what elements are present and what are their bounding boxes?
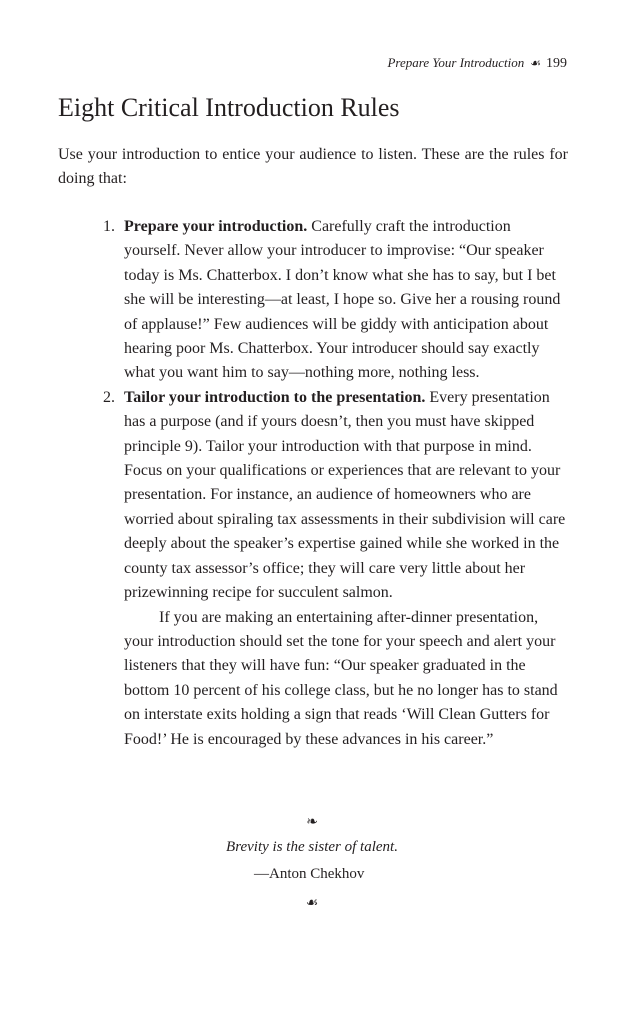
rule-lead: Prepare your introduction. xyxy=(124,218,308,235)
fleuron-icon: ❧ xyxy=(306,814,318,830)
page-number: 199 xyxy=(546,56,567,71)
rule-number: 1. xyxy=(103,218,115,235)
intro-paragraph: Use your introduction to entice your audience to listen. These are the rules for doing that: xyxy=(58,146,568,187)
section-heading: Eight Critical Introduction Rules xyxy=(58,93,400,122)
fleuron-icon: ☙ xyxy=(530,56,541,70)
epigraph-quote: Brevity is the sister of talent. xyxy=(226,839,398,855)
rule-paragraph xyxy=(124,386,568,606)
rule-item xyxy=(103,215,568,386)
rule-lead: Tailor your introduction to the presentation. xyxy=(124,388,426,406)
rule-paragraph xyxy=(124,215,568,386)
rule-continuation: If you are making an entertaining after-dinner presentation, your introduction should set the tone for your speech and alert your listeners that they will have fun: “Our speaker graduated in the bottom 10 percent of his college class, but he no longer has to stand on interstate exits holding a sign that reads ‘Will Clean Gutters for Food!’ He is encouraged by these advances in his career.” xyxy=(124,608,558,748)
rule-item xyxy=(103,386,568,752)
epigraph-attribution: —Anton Chekhov xyxy=(254,866,365,882)
rule-text: Carefully craft the introduction yourself. Never allow your introducer to improvise: “Our speaker today is Ms. Chatterbox. I don’t know what she has to say, but I bet she will be interesting—at least, I hope so. Give her a rousing round of applause!” Few audiences will be giddy with anticipation about hearing poor Ms. Chatterbox. Your introducer should say exactly what you want him to say—nothing more, nothing less. xyxy=(124,218,561,382)
rule-text: Every presentation has a purpose (and if yours doesn’t, then you must have skipped principle 9). Tailor your introduction with that purpose in mind. Focus on your qualifications or experiences that are relevant to your presentation. For instance, an audience of homeowners who are worried about spiraling tax assessments in their subdivision will care deeply about the speaker’s expertise gained while she worked in the county tax assessor’s office; they will care very little about her prizewinning recipe for succulent salmon. xyxy=(124,388,566,602)
running-head-title: Prepare Your Introduction xyxy=(387,55,525,70)
rules-list xyxy=(103,215,568,752)
fleuron-icon: ☙ xyxy=(305,895,319,911)
running-head xyxy=(387,55,567,72)
rule-number: 2. xyxy=(103,388,115,406)
